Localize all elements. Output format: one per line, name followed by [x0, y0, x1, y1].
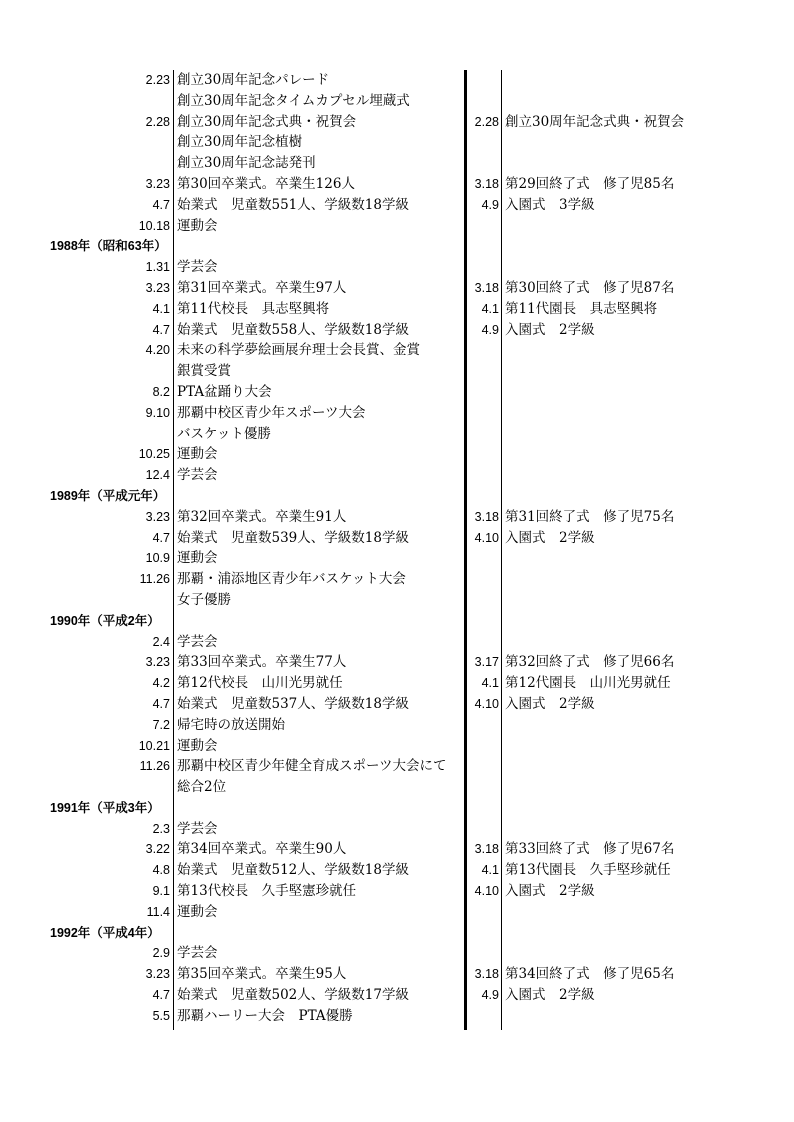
school-event-text: 那覇中校区青少年健全育成スポーツ大会にて [177, 758, 447, 775]
kindergarten-event-date: 3.17 [474, 655, 499, 670]
school-event-date: 3.23 [145, 967, 170, 982]
timeline-row [0, 819, 794, 840]
school-event-text: 学芸会 [177, 633, 218, 650]
timeline-row [0, 902, 794, 923]
kindergarten-event-date [455, 403, 499, 424]
timeline-row [0, 444, 794, 465]
year-heading: 1990年（平成2年） [50, 613, 160, 628]
timeline-row [0, 382, 794, 403]
school-event-text: 第12代校長 山川光男就任 [177, 675, 343, 692]
timeline-row [0, 507, 794, 528]
school-event-date: 7.2 [152, 717, 170, 732]
timeline-row [0, 777, 794, 798]
timeline-row [0, 1006, 794, 1027]
kindergarten-event-date: 4.10 [474, 696, 499, 711]
kindergarten-event-date [455, 361, 499, 382]
kindergarten-event-date [455, 715, 499, 736]
school-event-date: 4.7 [152, 322, 170, 337]
timeline-row [0, 756, 794, 777]
kindergarten-event-text: 第13代園長 久手堅珍就任 [505, 862, 671, 879]
school-event-text: 創立30周年記念パレード [177, 72, 330, 88]
school-event-date: 5.5 [152, 1008, 170, 1023]
school-event-text: 第30回卒業式。卒業生126人 [177, 175, 355, 192]
timeline-row [0, 403, 794, 424]
school-event-text: 運動会 [177, 903, 218, 920]
kindergarten-event-text: 入園式 2学級 [505, 883, 595, 900]
school-event-date: 10.25 [138, 447, 170, 462]
kindergarten-event-date [455, 1006, 499, 1027]
kindergarten-event-date: 4.1 [481, 301, 499, 316]
school-event-text: 始業式 児童数512人、学級数18学級 [177, 862, 409, 879]
timeline-row [0, 652, 794, 673]
school-event-date: 4.7 [152, 696, 170, 711]
school-event-text: 学芸会 [177, 945, 218, 962]
school-event-date [100, 132, 170, 153]
kindergarten-event-date: 3.18 [474, 509, 499, 524]
school-event-text: 帰宅時の放送開始 [177, 716, 285, 733]
timeline-row [0, 299, 794, 320]
school-event-date: 4.7 [152, 530, 170, 545]
school-event-date: 10.9 [145, 551, 170, 566]
school-event-text: 運動会 [177, 446, 218, 463]
school-event-text: 那覇中校区青少年スポーツ大会 [177, 404, 366, 421]
kindergarten-event-date [455, 257, 499, 278]
year-heading-row [0, 486, 794, 507]
school-event-text: 第32回卒業式。卒業生91人 [177, 508, 347, 525]
school-event-text: 創立30周年記念式典・祝賀会 [177, 113, 357, 130]
school-event-date: 4.7 [152, 988, 170, 1003]
school-event-date: 2.4 [152, 634, 170, 649]
timeline-row [0, 548, 794, 569]
school-event-date [100, 590, 170, 611]
school-event-text: 創立30周年記念植樹 [177, 134, 303, 151]
kindergarten-event-date [455, 943, 499, 964]
school-event-text: 創立30周年記念タイムカプセル埋蔵式 [177, 92, 410, 109]
school-event-date: 1.31 [145, 260, 170, 275]
school-event-date: 4.7 [152, 197, 170, 212]
timeline-row [0, 632, 794, 653]
kindergarten-event-date: 2.28 [474, 114, 499, 129]
school-event-text: 銀賞受賞 [177, 363, 231, 380]
kindergarten-event-text: 入園式 2学級 [505, 321, 595, 338]
timeline-row [0, 985, 794, 1006]
school-event-date: 4.20 [145, 343, 170, 358]
school-event-date: 2.3 [152, 821, 170, 836]
school-event-text: 学芸会 [177, 820, 218, 837]
year-heading: 1991年（平成3年） [50, 800, 160, 815]
school-event-date: 10.21 [138, 738, 170, 753]
kindergarten-event-date: 4.9 [481, 322, 499, 337]
kindergarten-event-text: 第11代園長 具志堅興将 [505, 300, 658, 317]
school-event-date: 10.18 [138, 218, 170, 233]
kindergarten-event-date: 3.18 [474, 842, 499, 857]
school-event-date: 4.2 [152, 676, 170, 691]
kindergarten-event-text: 入園式 2学級 [505, 987, 595, 1004]
kindergarten-event-date: 3.18 [474, 176, 499, 191]
timeline-row [0, 839, 794, 860]
school-event-date [100, 153, 170, 174]
kindergarten-event-text: 創立30周年記念式典・祝賀会 [505, 113, 685, 130]
kindergarten-event-date [455, 756, 499, 777]
kindergarten-event-date [455, 424, 499, 445]
kindergarten-event-date [455, 632, 499, 653]
timeline-row [0, 590, 794, 611]
kindergarten-event-text: 第34回終了式 修了児65名 [505, 966, 675, 983]
timeline-row [0, 465, 794, 486]
kindergarten-event-date: 3.18 [474, 967, 499, 982]
kindergarten-event-text: 入園式 3学級 [505, 196, 595, 213]
kindergarten-event-date [455, 777, 499, 798]
timeline-row [0, 736, 794, 757]
school-event-date [100, 361, 170, 382]
school-event-date: 2.23 [145, 73, 170, 87]
school-event-text: 運動会 [177, 737, 218, 754]
school-event-text: PTA盆踊り大会 [177, 383, 272, 400]
kindergarten-event-date [455, 444, 499, 465]
school-event-date: 12.4 [145, 468, 170, 483]
year-heading: 1992年（平成4年） [50, 925, 160, 940]
kindergarten-event-date: 4.10 [474, 530, 499, 545]
school-event-text: 始業式 児童数558人、学級数18学級 [177, 321, 409, 338]
school-event-date [100, 424, 170, 445]
school-event-text: 未来の科学夢絵画展弁理士会長賞、金賞 [177, 342, 420, 359]
school-event-date: 9.1 [152, 884, 170, 899]
school-event-text: 第13代校長 久手堅憲珍就任 [177, 883, 357, 900]
kindergarten-event-date: 4.1 [481, 863, 499, 878]
school-event-text: 第33回卒業式。卒業生77人 [177, 654, 347, 671]
timeline-row [0, 715, 794, 736]
timeline-row [0, 112, 794, 133]
school-event-text: 始業式 児童数537人、学級数18学級 [177, 695, 409, 712]
kindergarten-event-date: 4.1 [481, 676, 499, 691]
kindergarten-event-date [455, 340, 499, 361]
year-heading-row [0, 798, 794, 819]
school-event-text: 始業式 児童数539人、学級数18学級 [177, 529, 409, 546]
school-event-text: 第31回卒業式。卒業生97人 [177, 279, 347, 296]
timeline-row [0, 881, 794, 902]
kindergarten-event-date [455, 736, 499, 757]
kindergarten-event-date [455, 132, 499, 153]
kindergarten-event-text: 第12代園長 山川光男就任 [505, 675, 671, 692]
school-event-text: 創立30周年記念誌発刊 [177, 155, 316, 172]
school-event-text: 総合2位 [177, 779, 227, 796]
timeline-row [0, 70, 794, 91]
kindergarten-event-text: 第32回終了式 修了児66名 [505, 654, 675, 671]
school-event-text: 始業式 児童数502人、学級数17学級 [177, 987, 409, 1004]
timeline-row [0, 424, 794, 445]
kindergarten-event-text: 入園式 2学級 [505, 695, 595, 712]
school-event-date: 2.9 [152, 946, 170, 961]
kindergarten-event-text: 第33回終了式 修了児67名 [505, 841, 675, 858]
kindergarten-event-date [455, 569, 499, 590]
timeline-row [0, 216, 794, 237]
timeline-row [0, 673, 794, 694]
kindergarten-event-date [455, 216, 499, 237]
school-event-text: 第34回卒業式。卒業生90人 [177, 841, 347, 858]
school-event-text: 始業式 児童数551人、学級数18学級 [177, 196, 409, 213]
kindergarten-event-date: 4.9 [481, 988, 499, 1003]
school-event-date: 2.28 [145, 114, 170, 129]
school-event-date: 8.2 [152, 384, 170, 399]
school-event-date: 3.23 [145, 176, 170, 191]
timeline-row [0, 943, 794, 964]
kindergarten-event-date [455, 590, 499, 611]
kindergarten-event-text: 第31回終了式 修了児75名 [505, 508, 675, 525]
timeline-row [0, 195, 794, 216]
school-event-date: 11.26 [139, 759, 170, 774]
school-event-date: 3.23 [145, 280, 170, 295]
timeline-row [0, 340, 794, 361]
timeline-row [0, 320, 794, 341]
kindergarten-event-date [455, 902, 499, 923]
year-heading-row [0, 236, 794, 257]
timeline-row [0, 528, 794, 549]
timeline-row [0, 860, 794, 881]
kindergarten-event-text: 第29回終了式 修了児85名 [505, 175, 675, 192]
school-event-date: 3.23 [145, 509, 170, 524]
school-event-date: 3.22 [145, 842, 170, 857]
timeline-row [0, 132, 794, 153]
kindergarten-event-date [455, 70, 499, 91]
school-event-text: 那覇・浦添地区青少年バスケット大会 [177, 571, 406, 588]
school-event-date: 11.26 [139, 572, 170, 587]
timeline-row [0, 569, 794, 590]
kindergarten-event-date [455, 819, 499, 840]
school-event-date: 9.10 [145, 405, 170, 420]
school-event-text: 第35回卒業式。卒業生95人 [177, 966, 347, 983]
year-heading: 1989年（平成元年） [50, 488, 166, 503]
school-event-text: 学芸会 [177, 259, 218, 276]
school-event-date [100, 91, 170, 112]
year-heading-row [0, 923, 794, 944]
school-event-text: 運動会 [177, 550, 218, 567]
timeline-row [0, 257, 794, 278]
kindergarten-event-date: 4.9 [481, 197, 499, 212]
year-heading: 1988年（昭和63年） [50, 239, 167, 254]
school-event-date: 4.1 [152, 301, 170, 316]
school-event-date [100, 777, 170, 798]
kindergarten-event-date [455, 548, 499, 569]
timeline-row [0, 694, 794, 715]
school-event-text: 女子優勝 [177, 591, 231, 608]
timeline-row [0, 153, 794, 174]
timeline-row [0, 278, 794, 299]
timeline-row [0, 91, 794, 112]
kindergarten-event-text: 第30回終了式 修了児87名 [505, 279, 675, 296]
kindergarten-event-date [455, 153, 499, 174]
year-heading-row [0, 611, 794, 632]
school-event-text: 第11代校長 具志堅興将 [177, 300, 330, 317]
school-event-text: バスケット優勝 [177, 425, 271, 442]
history-timeline [0, 70, 794, 1027]
school-event-date: 11.4 [146, 904, 170, 919]
kindergarten-event-date: 4.10 [474, 884, 499, 899]
kindergarten-event-date [455, 382, 499, 403]
kindergarten-event-text: 入園式 2学級 [505, 529, 595, 546]
kindergarten-event-date [455, 465, 499, 486]
kindergarten-event-date: 3.18 [474, 280, 499, 295]
kindergarten-event-date [455, 91, 499, 112]
school-event-text: 学芸会 [177, 467, 218, 484]
school-event-text: 那覇ハーリー大会 PTA優勝 [177, 1007, 353, 1024]
school-event-date: 4.8 [152, 863, 170, 878]
school-event-text: 運動会 [177, 217, 218, 234]
timeline-row [0, 361, 794, 382]
timeline-row [0, 964, 794, 985]
school-event-date: 3.23 [145, 655, 170, 670]
timeline-row [0, 174, 794, 195]
